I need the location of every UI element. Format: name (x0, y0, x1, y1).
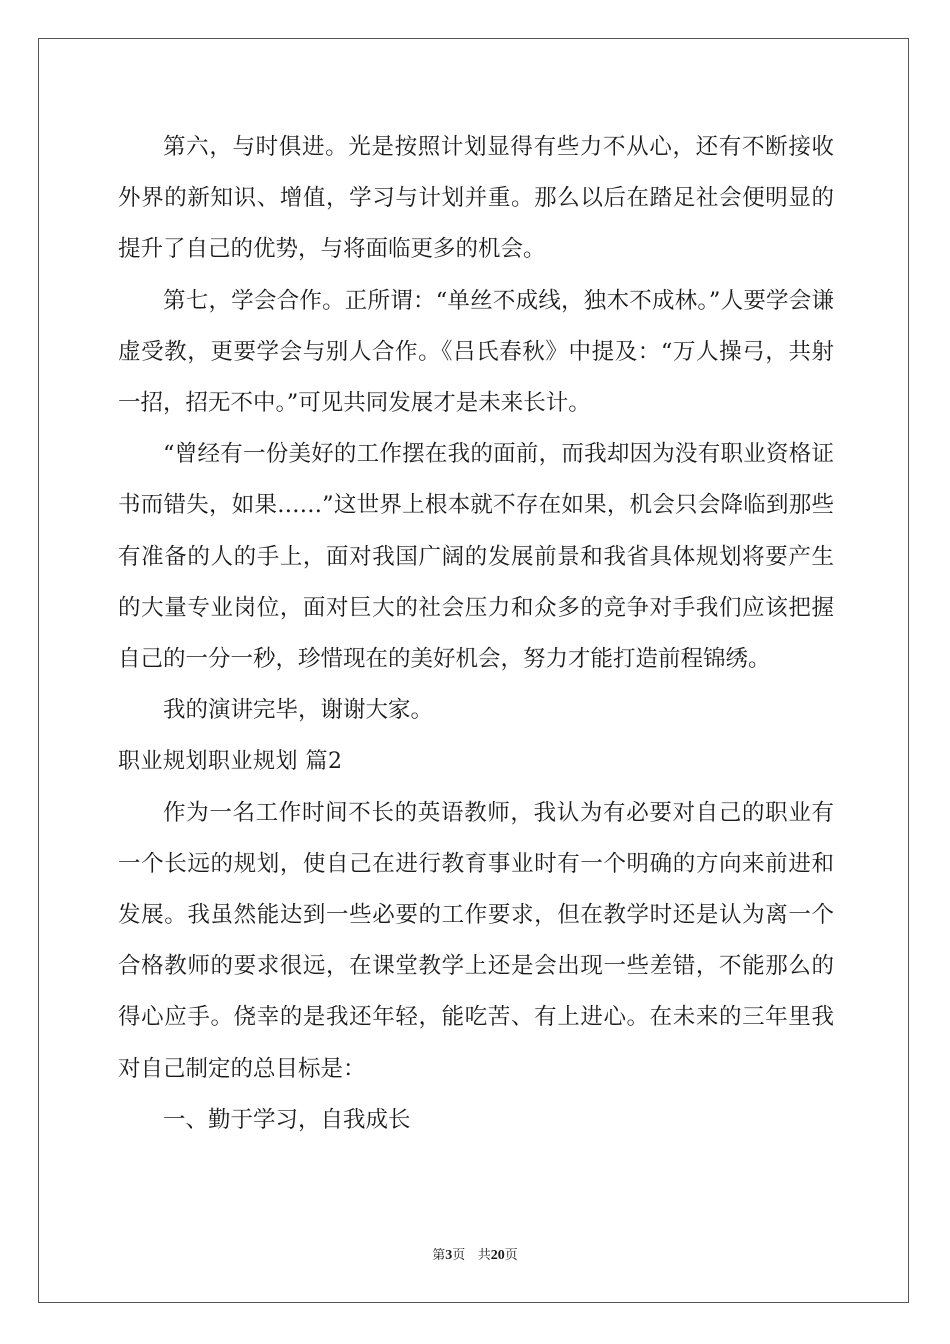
footer-total-pages: 20 (490, 1248, 505, 1263)
section-heading: 职业规划职业规划 篇2 (118, 749, 343, 775)
paragraph-opportunity: “曾经有一份美好的工作摆在我的面前，而我却因为没有职业资格证书而错失，如果……”这世界上根本就不存在如果，机会只会降临到那些有准备的人的手上，面对我国广阔的发展前景和我省具体规划将要产生的大量专业岗位，面对巨大的社会压力和众多的竞争对手我们应该把握自己的一分一秒，珍惜现在的美好机会，努力才能打造前程锦绣。 (118, 441, 834, 673)
document-body (118, 122, 834, 1146)
paragraph-teacher-plan: 作为一名工作时间不长的英语教师，我认为有必要对自己的职业有一个长远的规划，使自己在进行教育事业时有一个明确的方向来前进和发展。我虽然能达到一些必要的工作要求，但在教学时还是认为离一个合格教师的要求很远，在课堂教学上还是会出现一些差错，不能那么的得心应手。侥幸的是我还年轻，能吃苦、有上进心。在未来的三年里我对自己制定的总目标是： (118, 799, 834, 1082)
footer-total-prefix: 共 (477, 1248, 491, 1263)
footer-current-page: 3 (445, 1248, 453, 1263)
paragraph-7-cooperation: 第七，学会合作。正所谓：“单丝不成线，独木不成林。”人要学会谦虚受教，更要学会与别人合作。《吕氏春秋》中提及：“万人操弓，共射一招，招无不中。”可见共同发展才是未来长计。 (118, 287, 834, 417)
footer-page-unit: 页 (452, 1248, 466, 1263)
paragraph-closing: 我的演讲完毕，谢谢大家。 (163, 697, 434, 724)
paragraph-goal-one: 一、勤于学习，自我成长 (163, 1106, 411, 1133)
page-footer (0, 1244, 950, 1264)
footer-total-unit: 页 (504, 1248, 518, 1263)
footer-prefix: 第 (432, 1248, 446, 1263)
paragraph-6-keep-pace: 第六，与时俱进。光是按照计划显得有些力不从心，还有不断接收外界的新知识、增值，学习与计划并重。那么以后在踏足社会便明显的提升了自己的优势，与将面临更多的机会。 (118, 134, 834, 263)
